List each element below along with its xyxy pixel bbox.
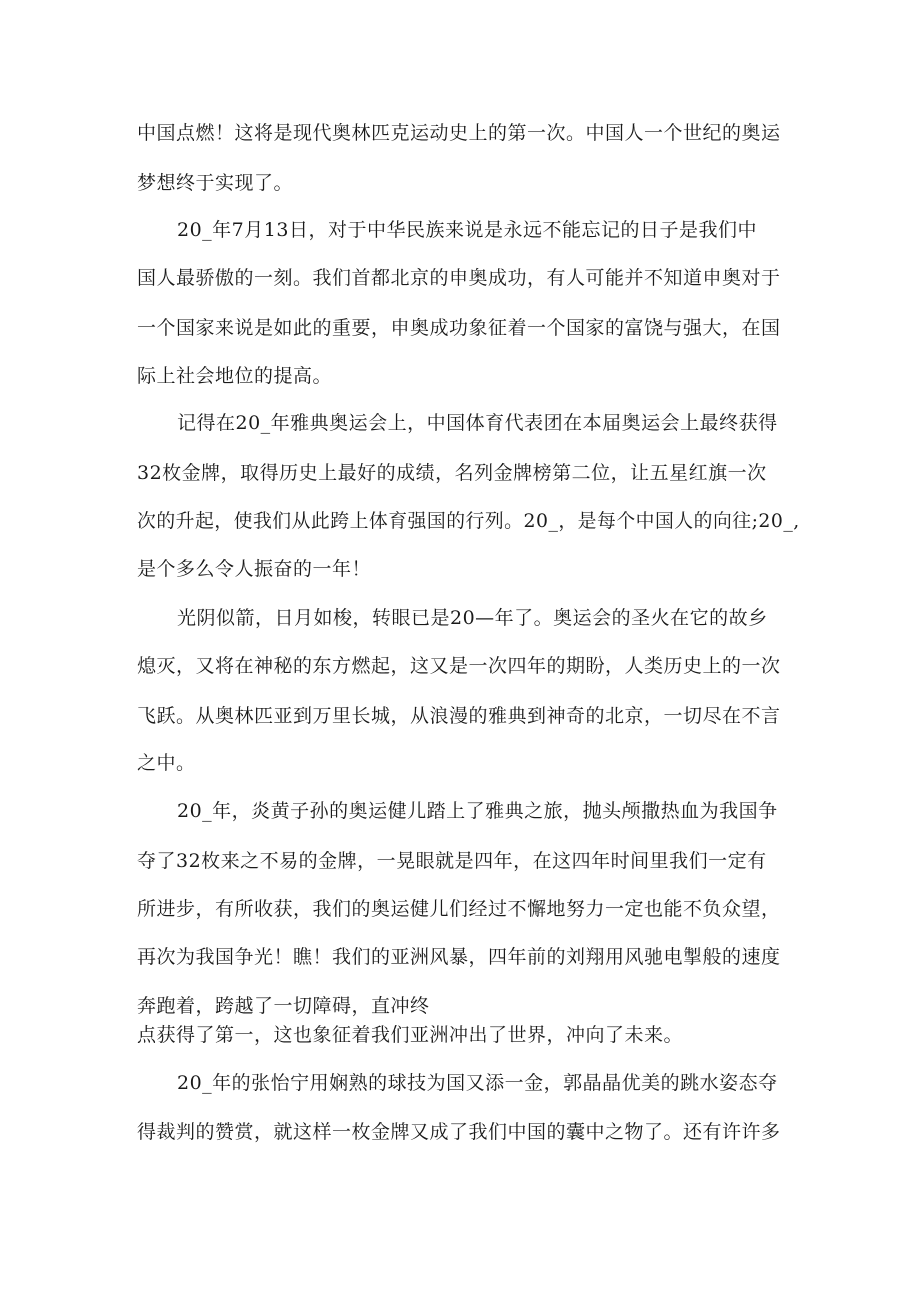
text-line: 所进步，有所收获，我们的奥运健儿们经过不懈地努力一定也能不负众望， [137,898,781,920]
text-line: 一个国家来说是如此的重要，申奥成功象征着一个国家的富饶与强大，在国 [137,317,781,339]
text-line: 20_年的张怡宁用娴熟的球技为国又添一金，郭晶晶优美的跳水姿态夺 [177,1072,778,1094]
text-line: 际上社会地位的提高。 [137,365,333,387]
text-line: 国人最骄傲的一刻。我们首都北京的申奥成功，有人可能并不知道申奥对于 [137,267,781,289]
text-line: 次的升起，使我们从此跨上体育强国的行列。20_，是每个中国人的向往;20_, [137,510,800,532]
text-line: 之中。 [137,752,196,774]
text-line: 熄灭，又将在神秘的东方燃起，这又是一次四年的期盼，人类历史上的一次 [137,655,781,677]
text-line: 记得在20_年雅典奥运会上，中国体育代表团在本届奥运会上最终获得 [177,412,778,434]
text-line: 再次为我国争光！瞧！我们的亚洲风暴，四年前的刘翔用风驰电掣般的速度 [137,946,781,968]
text-line: 奔跑着，跨越了一切障碍，直冲终 [137,995,430,1017]
text-line: 20_年，炎黄子孙的奥运健儿踏上了雅典之旅，抛头颅撒热血为我国争 [177,800,778,822]
text-line: 中国点燃！这将是现代奥林匹克运动史上的第一次。中国人一个世纪的奥运 [137,122,781,144]
text-line: 得裁判的赞赏，就这样一枚金牌又成了我们中国的囊中之物了。还有许许多 [137,1121,781,1143]
text-line: 是个多么令人振奋的一年！ [137,558,372,580]
text-line: 32枚金牌，取得历史上最好的成绩，名列金牌榜第二位，让五星红旗一次 [137,462,767,484]
text-line: 梦想终于实现了。 [137,172,294,194]
text-line: 飞跃。从奥林匹亚到万里长城，从浪漫的雅典到神奇的北京，一切尽在不言 [137,705,781,727]
text-line: 20_年7月13日，对于中华民族来说是永远不能忘记的日子是我们中 [177,219,757,241]
text-line: 光阴似箭，日月如梭，转眼已是20—年了。奥运会的圣火在它的故乡 [177,607,768,629]
text-line: 夺了32枚来之不易的金牌，一晃眼就是四年，在这四年时间里我们一定有 [137,850,767,872]
text-line: 点获得了第一，这也象征着我们亚洲冲出了世界，冲向了未来。 [137,1024,684,1046]
